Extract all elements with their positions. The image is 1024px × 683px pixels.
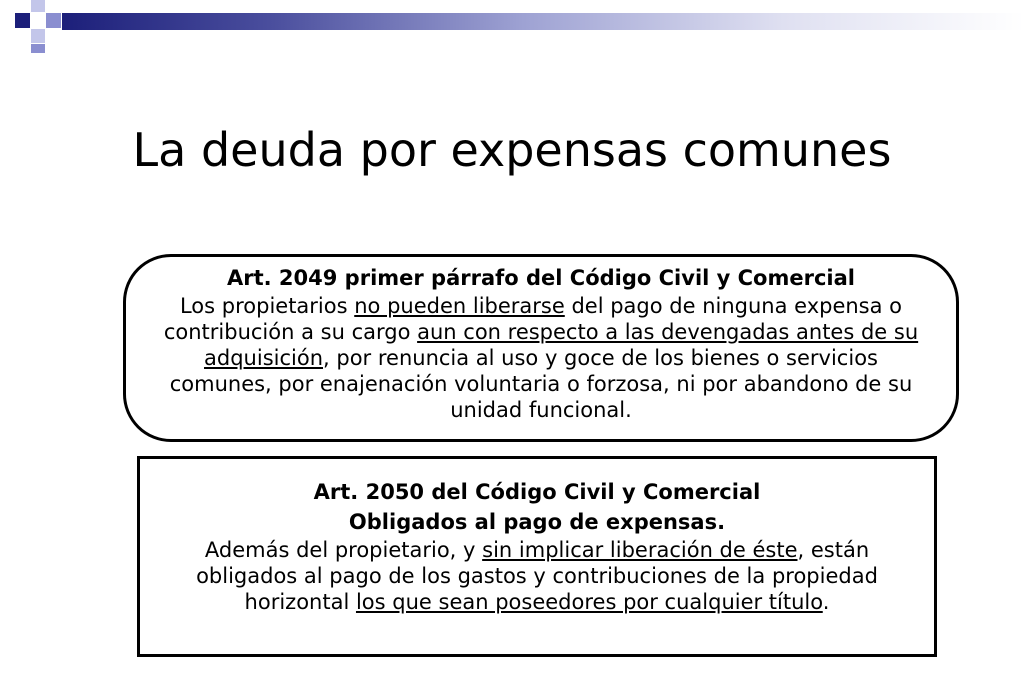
article-2050-heading: Art. 2050 del Código Civil y Comercial [313,480,761,504]
text-fragment: Los propietarios [179,294,355,318]
square-mid [31,44,45,53]
underlined-fragment: sin implicar liberación de éste [482,538,798,562]
article-2049-text [150,293,932,423]
text-fragment: Además del propietario, y [204,538,483,562]
square-mid [46,13,61,28]
article-2050-box [137,456,937,657]
article-2049-heading: Art. 2049 primer párrafo del Código Civil y Comercial [226,266,855,290]
square-light [31,0,45,12]
article-2050-subheading: Obligados al pago de expensas. [348,510,726,534]
text-fragment: del pago de ninguna expensa o contribución a su cargo [163,294,903,344]
square-light [31,29,45,43]
header-gradient-bar [62,13,1024,30]
article-2049-box [123,254,959,442]
underlined-fragment: aun con respecto a las devengadas antes de su adquisición [204,320,919,370]
article-2050-text [158,537,916,615]
text-fragment: . [822,590,830,614]
underlined-fragment: no pueden liberarse [354,294,565,318]
text-fragment: , están obligados al pago de los gastos y contribuciones de la propiedad horizontal [196,538,878,614]
slide-title: La deuda por expensas comunes [132,123,892,177]
text-fragment: , por renuncia al uso y goce de los bienes o servicios comunes, por enajenación voluntaria o forzosa, ni por abandono de su unidad funcional. [169,346,913,422]
square-dark [15,13,30,28]
underlined-fragment: los que sean poseedores por cualquier título [355,590,823,614]
